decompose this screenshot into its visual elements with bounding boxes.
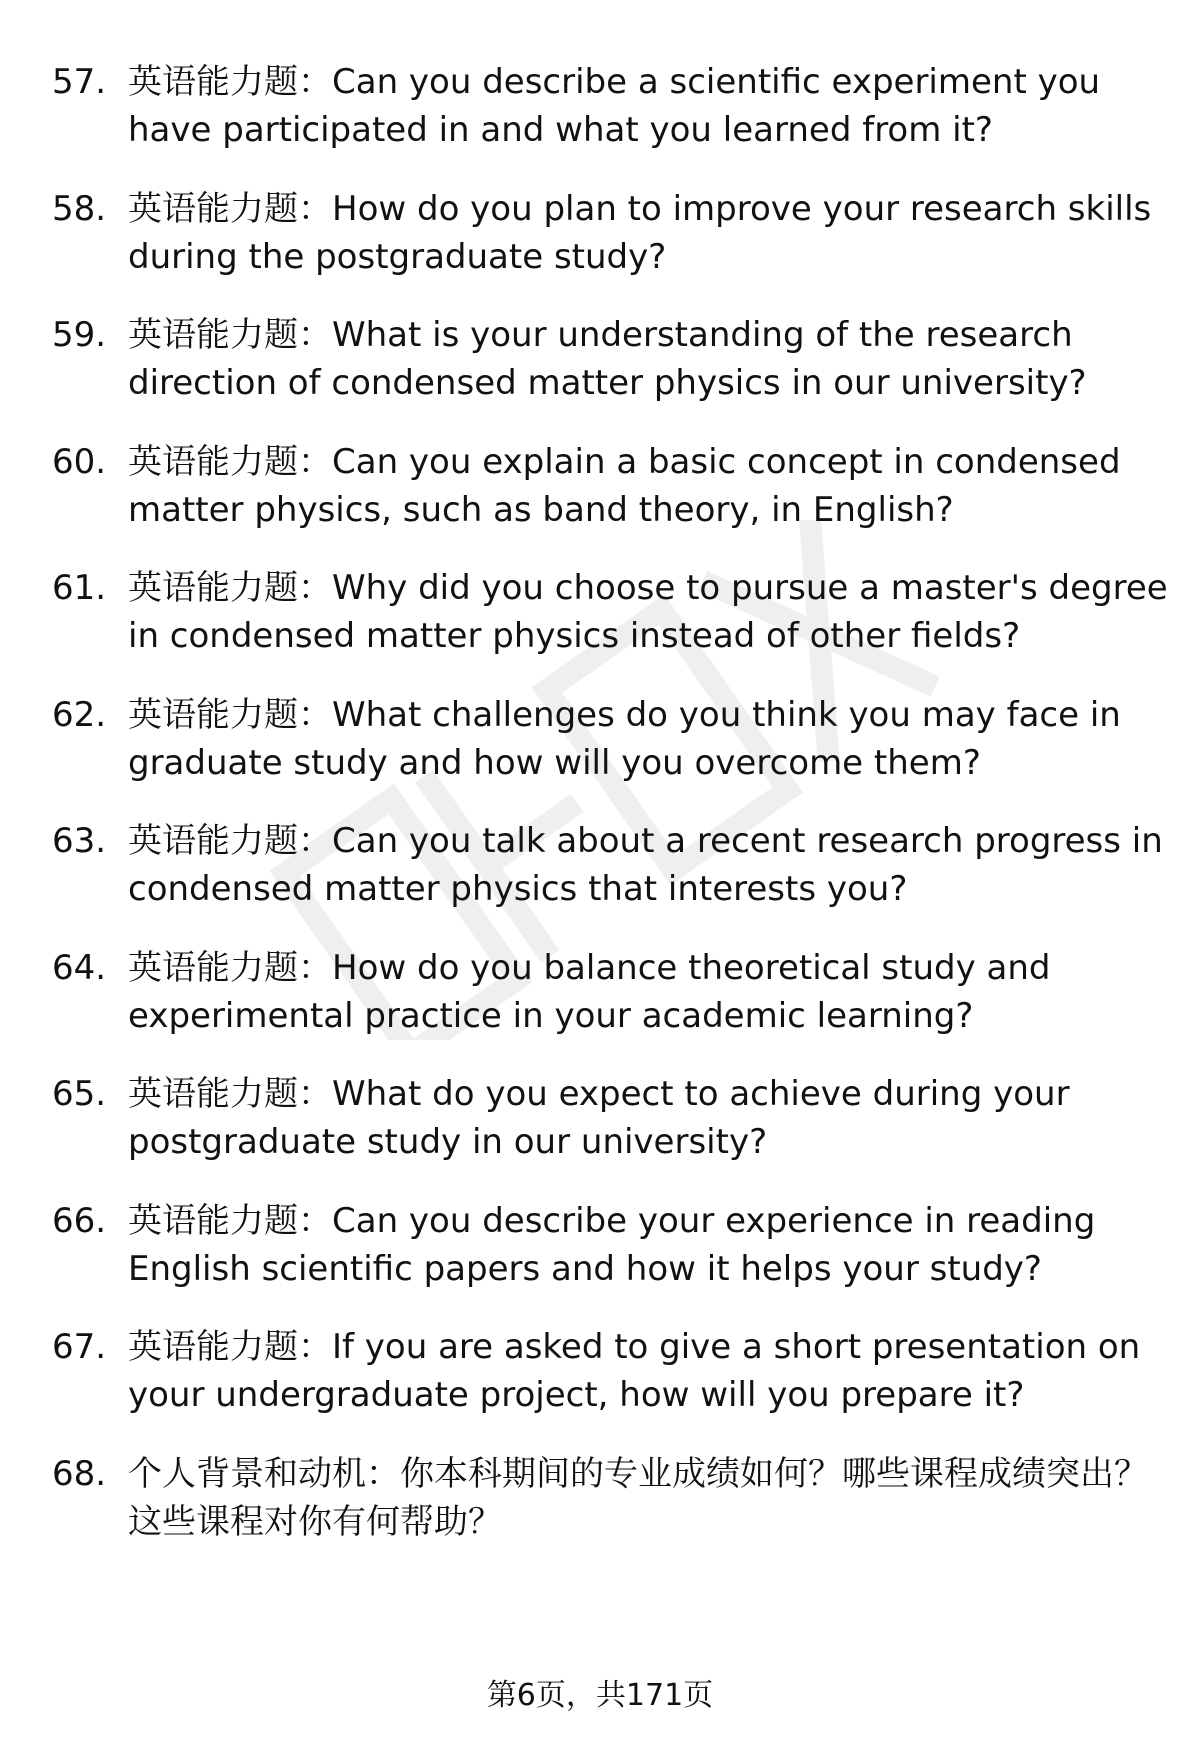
question-text: 英语能力题：If you are asked to give a short presentation on your undergraduate project, how will you prepare it? (128, 1327, 1141, 1415)
question-item (52, 564, 1172, 660)
question-number: 68. (52, 1453, 107, 1494)
question-item (52, 691, 1172, 787)
question-item (52, 1450, 1172, 1546)
question-number: 60. (52, 441, 107, 482)
question-text: 英语能力题：Can you describe a scientific experiment you have participated in and what you learned from it? (128, 62, 1101, 150)
question-item (52, 58, 1172, 154)
question-item (52, 944, 1172, 1040)
question-text: 英语能力题：What challenges do you think you may face in graduate study and how will you overcome them? (128, 694, 1121, 783)
question-text: 个人背景和动机：你本科期间的专业成绩如何？哪些课程成绩突出？这些课程对你有何帮助？ (128, 1453, 1148, 1542)
question-item (52, 438, 1172, 534)
question-text: 英语能力题：What is your understanding of the research direction of condensed matter physics in our university? (128, 315, 1087, 403)
question-number: 62. (52, 694, 107, 735)
question-text: 英语能力题：Can you describe your experience in reading English scientific papers and how it helps your study? (128, 1200, 1096, 1289)
page-footer: 第6页，共171页 (486, 1678, 714, 1713)
question-number: 57. (52, 62, 107, 102)
question-list (52, 58, 1172, 1576)
question-number: 66. (52, 1200, 107, 1241)
question-text: 英语能力题：What do you expect to achieve during your postgraduate study in our university? (128, 1074, 1070, 1162)
question-item (52, 817, 1172, 913)
question-item (52, 1070, 1172, 1166)
question-number: 63. (52, 821, 107, 861)
question-text: 英语能力题：How do you balance theoretical study and experimental practice in your academic learning? (128, 947, 1051, 1036)
question-text: 英语能力题：How do you plan to improve your research skills during the postgraduate study? (128, 188, 1152, 277)
question-number: 59. (52, 315, 107, 355)
question-item (52, 311, 1172, 407)
question-item (52, 1197, 1172, 1293)
question-text: 英语能力题：Why did you choose to pursue a master's degree in condensed matter physics instead of other fields? (128, 568, 1168, 656)
question-number: 67. (52, 1327, 107, 1367)
question-item (52, 185, 1172, 281)
question-text: 英语能力题：Can you explain a basic concept in condensed matter physics, such as band theory, in English? (128, 441, 1121, 530)
question-text: 英语能力题：Can you talk about a recent research progress in condensed matter physics that interests you? (128, 821, 1163, 909)
question-number: 61. (52, 568, 107, 608)
question-item (52, 1323, 1172, 1419)
question-number: 64. (52, 947, 107, 988)
question-number: 58. (52, 188, 107, 229)
question-number: 65. (52, 1074, 107, 1114)
